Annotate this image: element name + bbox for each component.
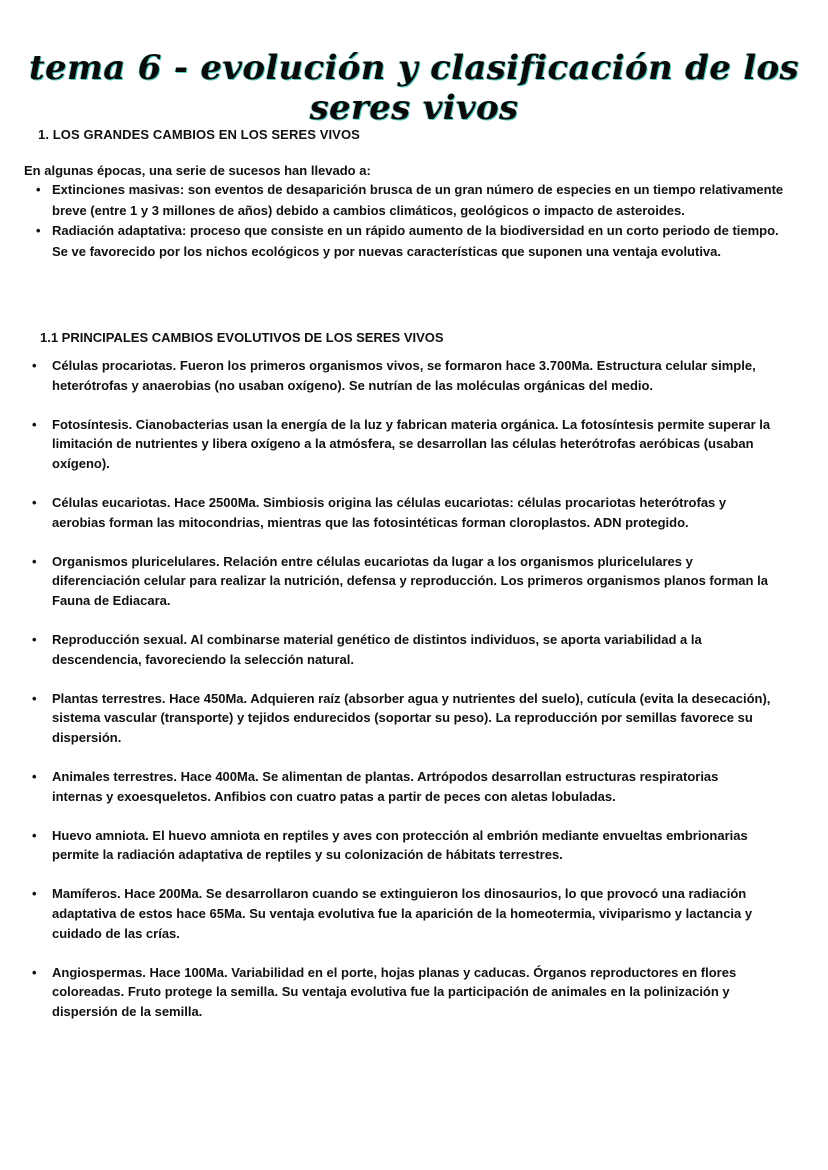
bullet-angiospermas: • Angiospermas. Hace 100Ma. Variabilidad en el porte, hojas planas y caducas. Órganos reproductores en flores coloreadas. Fruto protege la semilla. Su ventaja evolutiva fue la participación de animales en la polinización y dispersión de la semilla. — [32, 963, 772, 1022]
bullet-fotosintesis: • Fotosíntesis. Cianobacterias usan la energía de la luz y fabrican materia orgánica. La fotosíntesis permite superar la limitación de nutrientes y libera oxígeno a la atmósfera, se desarrollan las células heterótrofas aeróbicas (usaban oxígeno). — [32, 415, 772, 474]
bullet-animales-terrestres: • Animales terrestres. Hace 400Ma. Se alimentan de plantas. Artrópodos desarrollan estructuras respiratorias internas y exoesqueletos. Anfibios con cuatro patas a partir de peces con aletas lobuladas. — [32, 767, 772, 807]
bullet-celulas-eucariotas: • Células eucariotas. Hace 2500Ma. Simbiosis origina las células eucariotas: células procariotas heterótrofas y aerobias forman las mitocondrias, mientras que las fotosintéticas forman cloroplastos. ADN protegido. — [32, 493, 772, 533]
bullet-huevo-amniota: • Huevo amniota. El huevo amniota en reptiles y aves con protección al embrión mediante envueltas embrionarias permite la radiación adaptativa de reptiles y su colonización de hábitats terrestres. — [32, 826, 772, 866]
bullet-radiacion-adaptativa: • Radiación adaptativa: proceso que consiste en un rápido aumento de la biodiversidad en un corto periodo de tiempo. Se ve favorecido por los nichos ecológicos y por nuevas características que suponen una ventaja evolutiva. — [36, 221, 796, 262]
section-heading-grandes-cambios: 1. LOS GRANDES CAMBIOS EN LOS SERES VIVOS — [38, 127, 360, 142]
bullet-mamiferos: • Mamíferos. Hace 200Ma. Se desarrollaron cuando se extinguieron los dinosaurios, lo que provocó una radiación adaptativa de estos hace 65Ma. Su ventaja evolutiva fue la aparición de la homeotermia, viviparismo y lactancia y cuidado de las crías. — [32, 884, 772, 943]
bullet-celulas-procariotas: • Células procariotas. Fueron los primeros organismos vivos, se formaron hace 3.700Ma. Estructura celular simple, heterótrofas y anaerobias (no usaban oxígeno). Se nutrían de las moléculas orgánicas del medio. — [32, 356, 772, 396]
section-heading-principales-cambios: 1.1 PRINCIPALES CAMBIOS EVOLUTIVOS DE LOS SERES VIVOS — [40, 330, 444, 345]
bullet-plantas-terrestres: • Plantas terrestres. Hace 450Ma. Adquieren raíz (absorber agua y nutrientes del suelo), cutícula (evita la desecación), sistema vascular (transporte) y tejidos endurecidos (soportar su peso). La reproducción por semillas favorece su dispersión. — [32, 689, 772, 748]
bullet-extinciones-masivas: • Extinciones masivas: son eventos de desaparición brusca de un gran número de especies en un tiempo relativamente breve (entre 1 y 3 millones de años) debido a cambios climáticos, geológicos o impacto de asteroides. — [36, 180, 796, 221]
bullet-organismos-pluricelulares: • Organismos pluricelulares. Relación entre células eucariotas da lugar a los organismos pluricelulares y diferenciación celular para realizar la nutrición, defensa y reproducción. Los primeros organismos planos forman la Fauna de Ediacara. — [32, 552, 772, 611]
bullet-reproduccion-sexual: • Reproducción sexual. Al combinarse material genético de distintos individuos, se aporta variabilidad a la descendencia, favoreciendo la selección natural. — [32, 630, 772, 670]
intro-text: En algunas épocas, una serie de sucesos han llevado a: — [24, 163, 371, 178]
bullet-list-evolutivos — [32, 356, 772, 1041]
bullet-list-cambios — [36, 180, 796, 262]
page-title: tema 6 - evolución y clasificación de los seres vivos — [29, 48, 799, 128]
